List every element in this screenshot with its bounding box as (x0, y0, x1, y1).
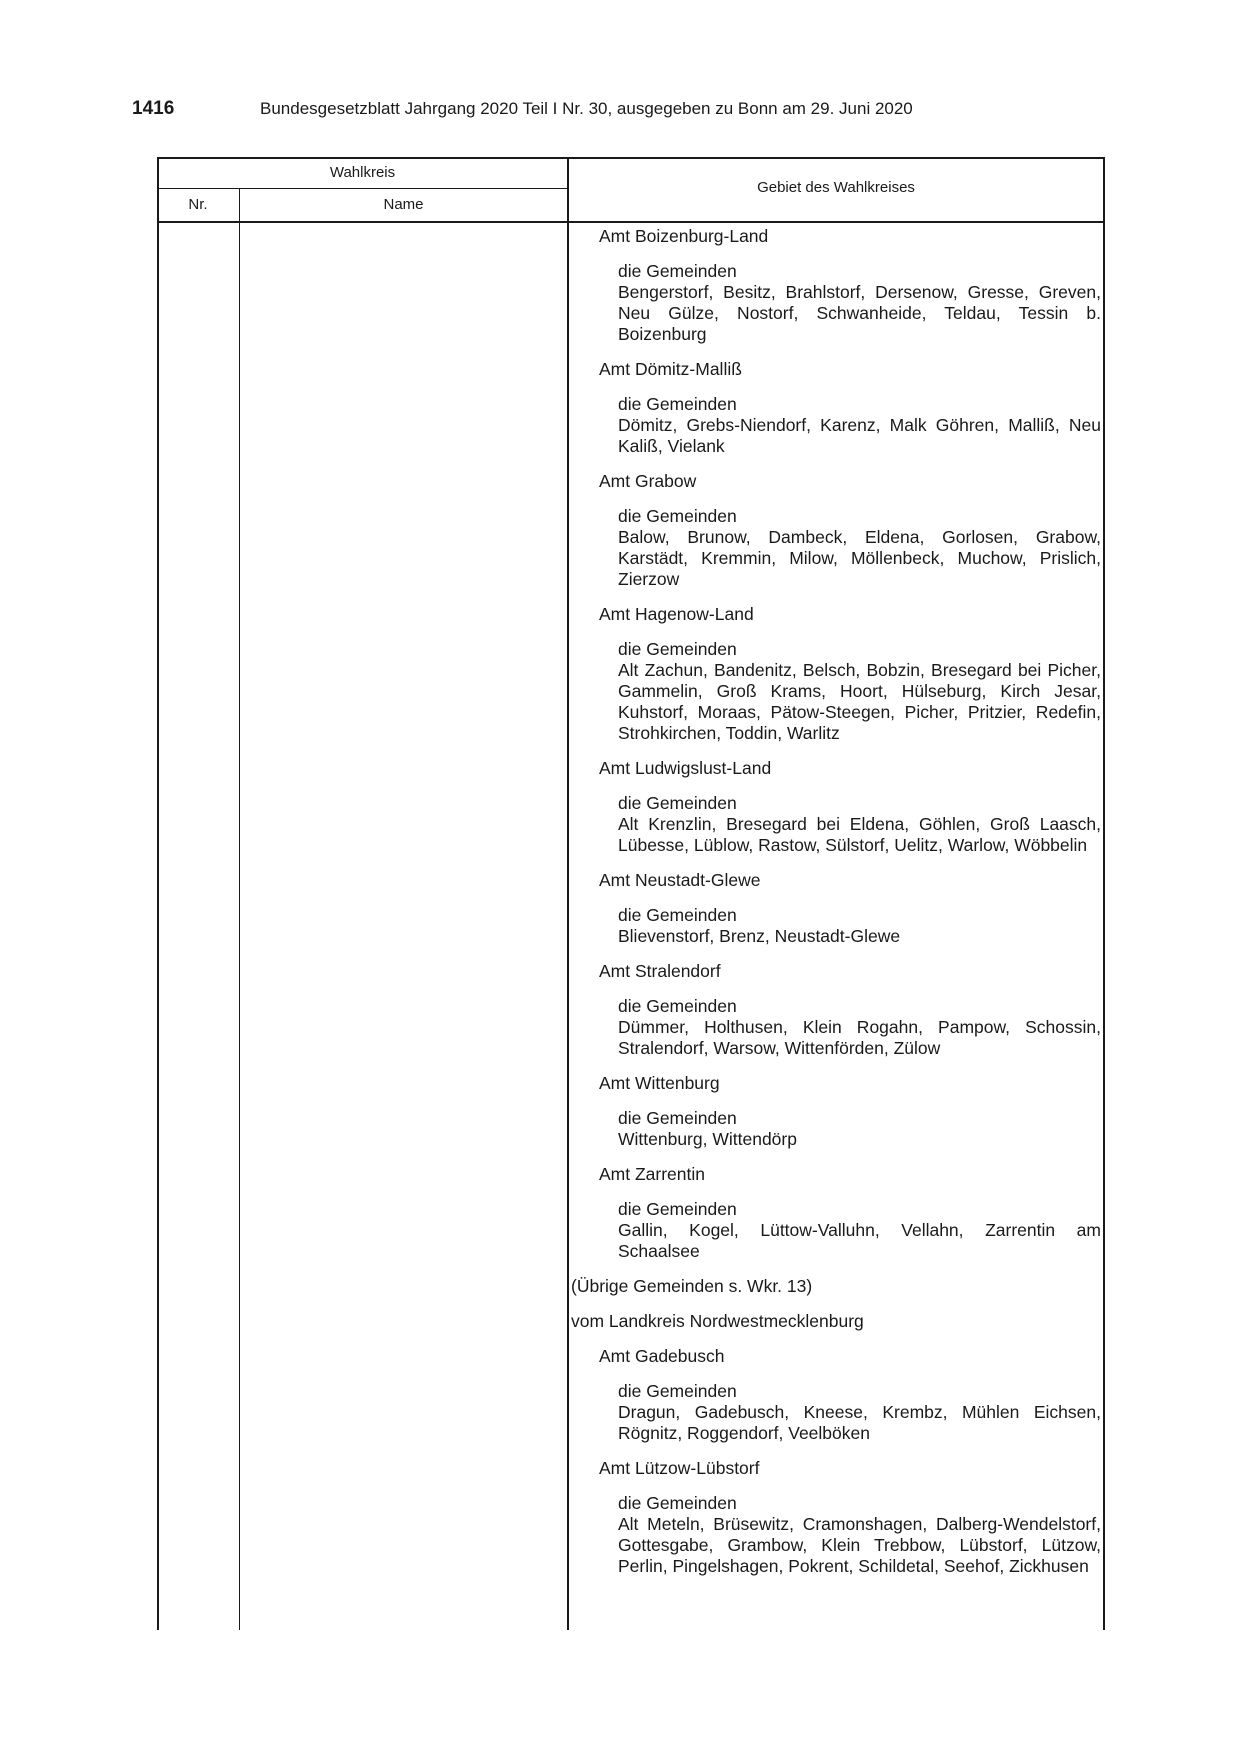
municipality-label: die Gemeinden (618, 261, 737, 281)
municipality-label: die Gemeinden (618, 394, 737, 414)
municipality-list (571, 261, 1101, 345)
district-heading: vom Landkreis Nordwestmecklenburg (571, 1311, 864, 1331)
municipality-names: Blievenstorf, Brenz, Neustadt-Glewe (618, 926, 901, 946)
municipality-names: Wittenburg, Wittendörp (618, 1129, 797, 1149)
page-header (132, 98, 1112, 124)
table-border-top (157, 157, 1105, 159)
municipality-list (571, 1108, 1101, 1150)
amt-heading: Amt Wittenburg (599, 1073, 720, 1093)
municipality-label: die Gemeinden (618, 996, 737, 1016)
header-nr: Nr. (188, 196, 208, 213)
municipality-label: die Gemeinden (618, 905, 737, 925)
municipality-names: Bengerstorf, Besitz, Brahlstorf, Dersenow, Gresse, Greven, Neu Gülze, Nostorf, Schwanheide, Teldau, Tessin b. Boizenburg (618, 282, 1101, 344)
amt-heading: Amt Grabow (599, 471, 697, 491)
header-wahlkreis: Wahlkreis (329, 164, 396, 181)
municipality-names: Alt Zachun, Bandenitz, Belsch, Bobzin, Bresegard bei Picher, Gammelin, Groß Krams, Hoort, Hülseburg, Kirch Jesar, Kuhstorf, Moraas, Pätow-Steegen, Picher, Pritzier, Redefin, Strohkirchen, Toddin, Warlitz (618, 660, 1101, 743)
municipality-list (571, 1381, 1101, 1444)
header-name: Name (383, 196, 424, 213)
municipality-names: Dragun, Gadebusch, Kneese, Krembz, Mühlen Eichsen, Rögnitz, Roggendorf, Veelböken (618, 1402, 1101, 1443)
municipality-list (571, 639, 1101, 744)
municipality-label: die Gemeinden (618, 1108, 737, 1128)
municipality-names: Balow, Brunow, Dambeck, Eldena, Gorlosen, Grabow, Karstädt, Kremmin, Milow, Möllenbeck, Muchow, Prislich, Zierzow (618, 527, 1101, 589)
municipality-label: die Gemeinden (618, 793, 737, 813)
header-gebiet: Gebiet des Wahlkreises (757, 179, 915, 196)
municipality-label: die Gemeinden (618, 1381, 737, 1401)
municipality-list (571, 1199, 1101, 1262)
table-border-right (1103, 157, 1105, 1630)
amt-heading: Amt Lützow-Lübstorf (599, 1458, 760, 1478)
gebiet-content (571, 226, 1101, 1591)
district-heading: (Übrige Gemeinden s. Wkr. 13) (571, 1276, 813, 1296)
municipality-list (571, 1493, 1101, 1577)
header-subdivider (157, 188, 568, 189)
page-title: Bundesgesetzblatt Jahrgang 2020 Teil I Nr. 30, ausgegeben zu Bonn am 29. Juni 2020 (260, 99, 913, 118)
municipality-names: Dömitz, Grebs-Niendorf, Karenz, Malk Göhren, Malliß, Neu Kaliß, Vielank (618, 415, 1101, 456)
municipality-list (571, 506, 1101, 590)
municipality-list (571, 905, 1101, 947)
amt-heading: Amt Hagenow-Land (599, 604, 754, 624)
page-number: 1416 (132, 98, 175, 119)
amt-heading: Amt Neustadt-Glewe (599, 870, 761, 890)
column-divider-nr (239, 189, 240, 1630)
municipality-list (571, 996, 1101, 1059)
municipality-label: die Gemeinden (618, 1199, 737, 1219)
amt-heading: Amt Zarrentin (599, 1164, 705, 1184)
column-divider-gebiet (567, 157, 569, 1630)
municipality-names: Alt Meteln, Brüsewitz, Cramonshagen, Dalberg-Wendelstorf, Gottesgabe, Grambow, Klein Trebbow, Lübstorf, Lützow, Perlin, Pingelshagen, Pokrent, Schildetal, Seehof, Zickhusen (618, 1514, 1101, 1576)
municipality-names: Alt Krenzlin, Bresegard bei Eldena, Göhlen, Groß Laasch, Lübesse, Lüblow, Rastow, Sülstorf, Uelitz, Warlow, Wöbbelin (618, 814, 1101, 855)
municipality-names: Gallin, Kogel, Lüttow-Valluhn, Vellahn, Zarrentin am Schaalsee (618, 1220, 1101, 1261)
municipality-label: die Gemeinden (618, 506, 737, 526)
municipality-list (571, 394, 1101, 457)
municipality-label: die Gemeinden (618, 639, 737, 659)
header-bottom-rule (157, 221, 1105, 223)
municipality-names: Dümmer, Holthusen, Klein Rogahn, Pampow, Schossin, Stralendorf, Warsow, Wittenförden, Zülow (618, 1017, 1101, 1058)
amt-heading: Amt Gadebusch (599, 1346, 725, 1366)
municipality-label: die Gemeinden (618, 1493, 737, 1513)
amt-heading: Amt Stralendorf (599, 961, 721, 981)
amt-heading: Amt Ludwigslust-Land (599, 758, 772, 778)
amt-heading: Amt Boizenburg-Land (599, 226, 769, 246)
table-border-left (157, 157, 159, 1630)
amt-heading: Amt Dömitz-Malliß (599, 359, 742, 379)
municipality-list (571, 793, 1101, 856)
